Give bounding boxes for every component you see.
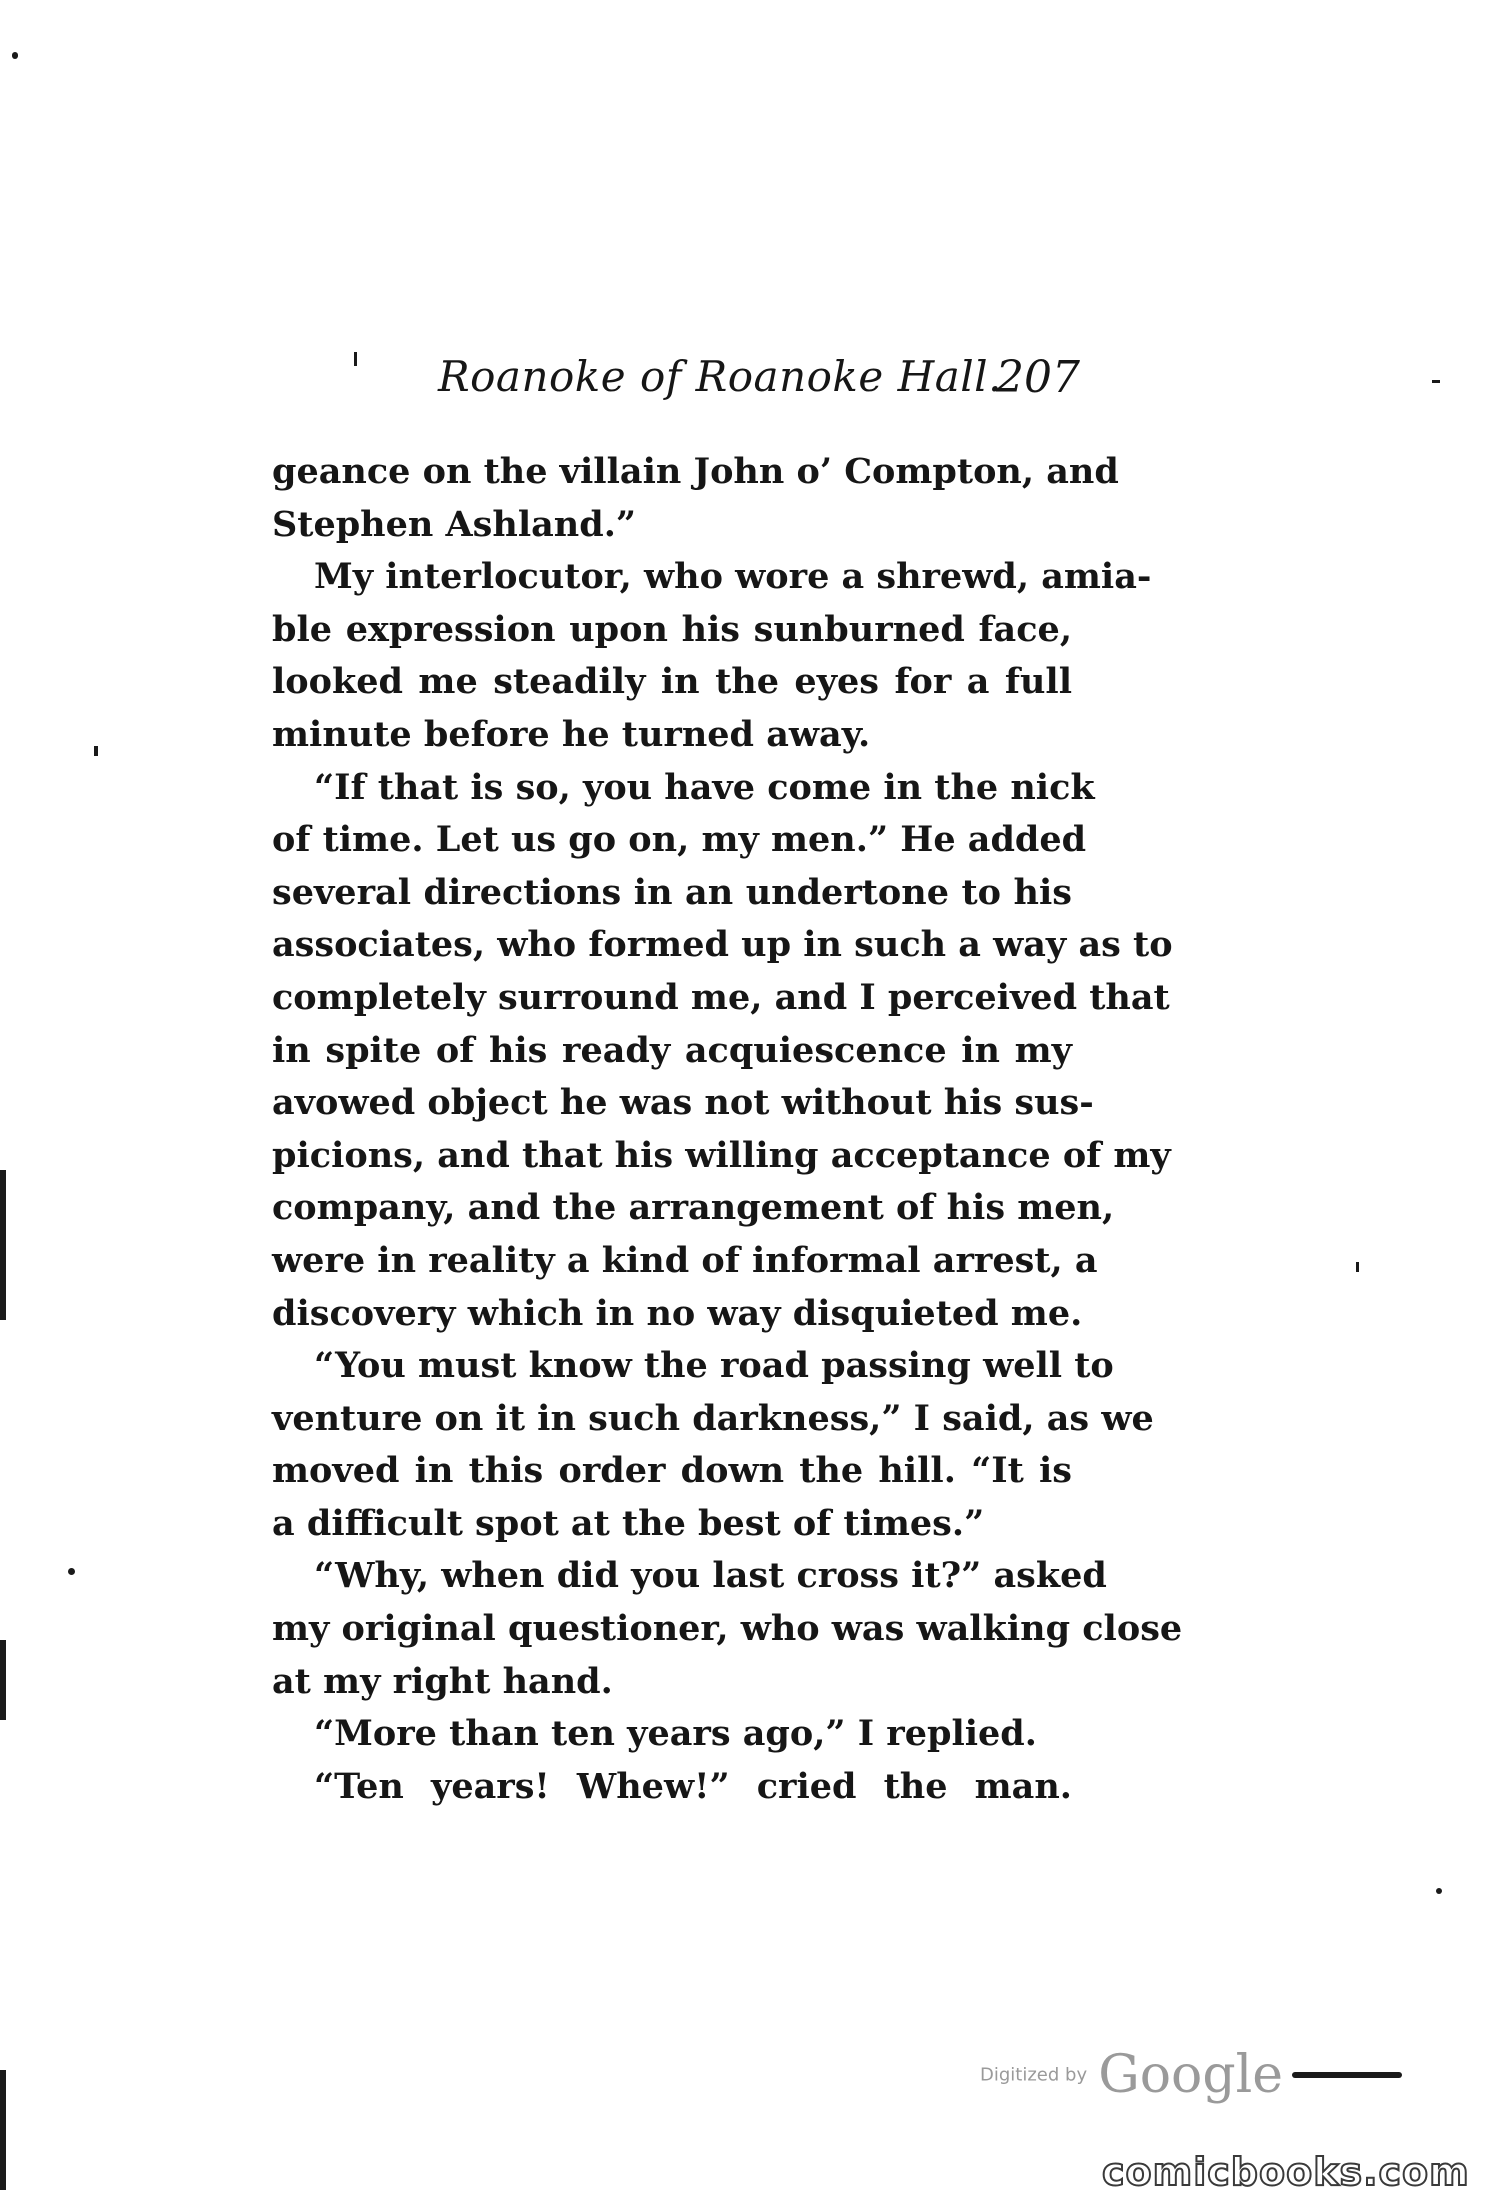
text-line: “You must know the road passing well to <box>314 1345 1114 1387</box>
text-line: geance on the villain John o’ Compton, and <box>272 451 1119 492</box>
text-line: my original questioner, who was walking close <box>272 1608 1183 1650</box>
body-text <box>272 446 1183 1813</box>
scan-speck <box>0 1170 6 1320</box>
page-number: 207 <box>996 352 1080 403</box>
text-line: minute before he turned away. <box>272 713 871 755</box>
scan-speck <box>68 1568 75 1575</box>
text-line: “Ten years! Whew!” cried the man. <box>314 1765 1072 1807</box>
scan-speck <box>0 1640 6 1720</box>
running-head <box>420 352 1080 412</box>
scan-speck <box>0 2070 6 2190</box>
scan-speck <box>1356 1262 1359 1272</box>
text-line: associates, who formed up in such a way as to <box>272 924 1173 966</box>
text-line: “If that is so, you have come in the nick <box>314 766 1095 808</box>
text-line: My interlocutor, who wore a shrewd, amia- <box>314 556 1152 598</box>
text-line: several directions in an undertone to his <box>272 871 1072 913</box>
text-line: “More than ten years ago,” I replied. <box>314 1713 1037 1755</box>
digitized-by-google-mark <box>980 2045 1402 2105</box>
scan-speck <box>12 52 18 59</box>
google-label: Google <box>1098 2045 1284 2105</box>
text-line: at my right hand. <box>272 1660 613 1702</box>
text-line: company, and the arrangement of his men, <box>272 1187 1115 1229</box>
text-line: of time. Let us go on, my men.” He added <box>272 819 1087 861</box>
scan-speck <box>94 746 98 756</box>
text-line: completely surround me, and I perceived that <box>272 976 1170 1018</box>
scan-speck <box>1436 1888 1442 1894</box>
text-line: picions, and that his willing acceptance of my <box>272 1134 1171 1176</box>
text-line: in spite of his ready acquiescence in my <box>272 1029 1072 1071</box>
running-title: Roanoke of Roanoke Hall. <box>438 352 1002 401</box>
scan-speck <box>354 352 357 366</box>
text-line: looked me steadily in the eyes for a full <box>272 661 1072 703</box>
text-line: discovery which in no way disquieted me. <box>272 1292 1083 1334</box>
scan-speck <box>1432 380 1440 383</box>
text-line: ble expression upon his sunburned face, <box>272 608 1072 650</box>
watermark: comicbooks.com <box>1102 2150 1470 2194</box>
text-line: moved in this order down the hill. “It is <box>272 1450 1072 1492</box>
text-line: Stephen Ashland.” <box>272 503 637 545</box>
text-line: venture on it in such darkness,” I said, as we <box>272 1397 1154 1439</box>
text-line: a difficult spot at the best of times.” <box>272 1502 985 1544</box>
text-line: “Why, when did you last cross it?” asked <box>314 1555 1107 1597</box>
text-line: avowed object he was not without his sus- <box>272 1082 1094 1124</box>
google-swash-icon <box>1292 2072 1402 2078</box>
digitized-by-label: Digitized by <box>980 2064 1088 2086</box>
text-line: were in reality a kind of informal arrest, a <box>272 1239 1098 1281</box>
